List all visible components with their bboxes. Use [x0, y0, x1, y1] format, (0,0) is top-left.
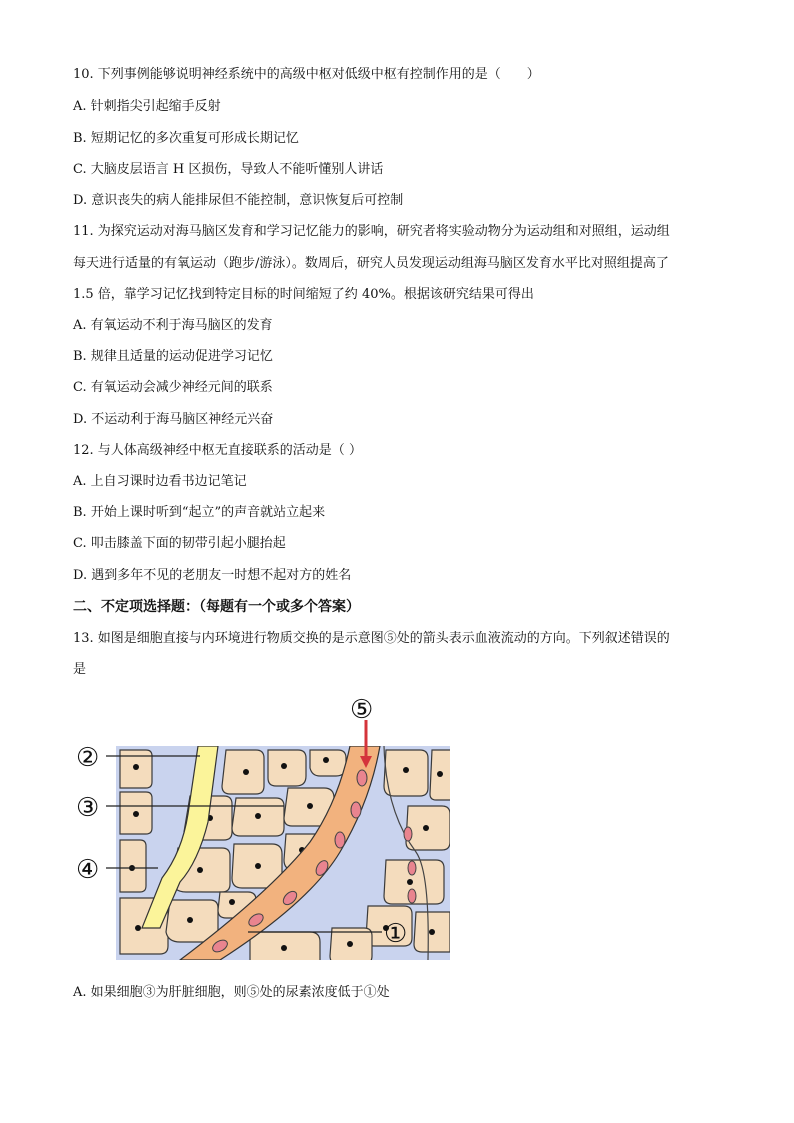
q11-option-a: A. 有氧运动不利于海马脑区的发育 — [73, 318, 273, 333]
q12-option-a: A. 上自习课时边看书边记笔记 — [73, 474, 247, 489]
label-1: ① — [384, 919, 408, 949]
label-4: ④ — [76, 855, 100, 885]
label-2: ② — [76, 743, 100, 773]
q10-stem: 10. 下列事例能够说明神经系统中的高级中枢对低级中枢有控制作用的是（ ） — [73, 67, 540, 82]
q12-option-c: C. 叩击膝盖下面的韧带引起小腿抬起 — [73, 536, 286, 551]
q11-stem-line-2: 每天进行适量的有氧运动（跑步/游泳）。数周后，研究人员发现运动组海马脑区发育水平比对照组提高了 — [73, 256, 669, 271]
q11-option-d: D. 不运动利于海马脑区神经元兴奋 — [73, 412, 274, 427]
q12-option-d: D. 遇到多年不见的老朋友一时想不起对方的姓名 — [73, 568, 352, 583]
q13-stem-line-1: 13. 如图是细胞直接与内环境进行物质交换的是示意图⑤处的箭头表示血液流动的方向。下列叙述错误的 — [73, 631, 670, 646]
tissue-exchange-figure — [70, 692, 460, 967]
label-5: ⑤ — [350, 695, 374, 725]
q12-stem: 12. 与人体高级神经中枢无直接联系的活动是（ ） — [73, 443, 362, 458]
q11-stem-line-3: 1.5 倍，靠学习记忆找到特定目标的时间缩短了约 40%。根据该研究结果可得出 — [73, 287, 534, 302]
q12-option-b: B. 开始上课时听到“起立”的声音就站立起来 — [73, 505, 326, 520]
q11-option-b: B. 规律且适量的运动促进学习记忆 — [73, 349, 273, 364]
q11-stem-line-1: 11. 为探究运动对海马脑区发育和学习记忆能力的影响，研究者将实验动物分为运动组和对照组，运动组 — [73, 224, 670, 239]
q10-option-d: D. 意识丧失的病人能排尿但不能控制，意识恢复后可控制 — [73, 193, 404, 208]
q13-stem-line-2: 是 — [73, 662, 87, 677]
q11-option-c: C. 有氧运动会减少神经元间的联系 — [73, 380, 273, 395]
q13-option-a: A. 如果细胞③为肝脏细胞，则⑤处的尿素浓度低于①处 — [73, 985, 390, 1000]
q10-option-c: C. 大脑皮层语言 H 区损伤，导致人不能听懂别人讲话 — [73, 162, 384, 177]
label-3: ③ — [76, 793, 100, 823]
section-heading: 二、不定项选择题：（每题有一个或多个答案） — [73, 599, 360, 615]
q10-option-a: A. 针刺指尖引起缩手反射 — [73, 99, 221, 114]
q10-option-b: B. 短期记忆的多次重复可形成长期记忆 — [73, 131, 299, 146]
